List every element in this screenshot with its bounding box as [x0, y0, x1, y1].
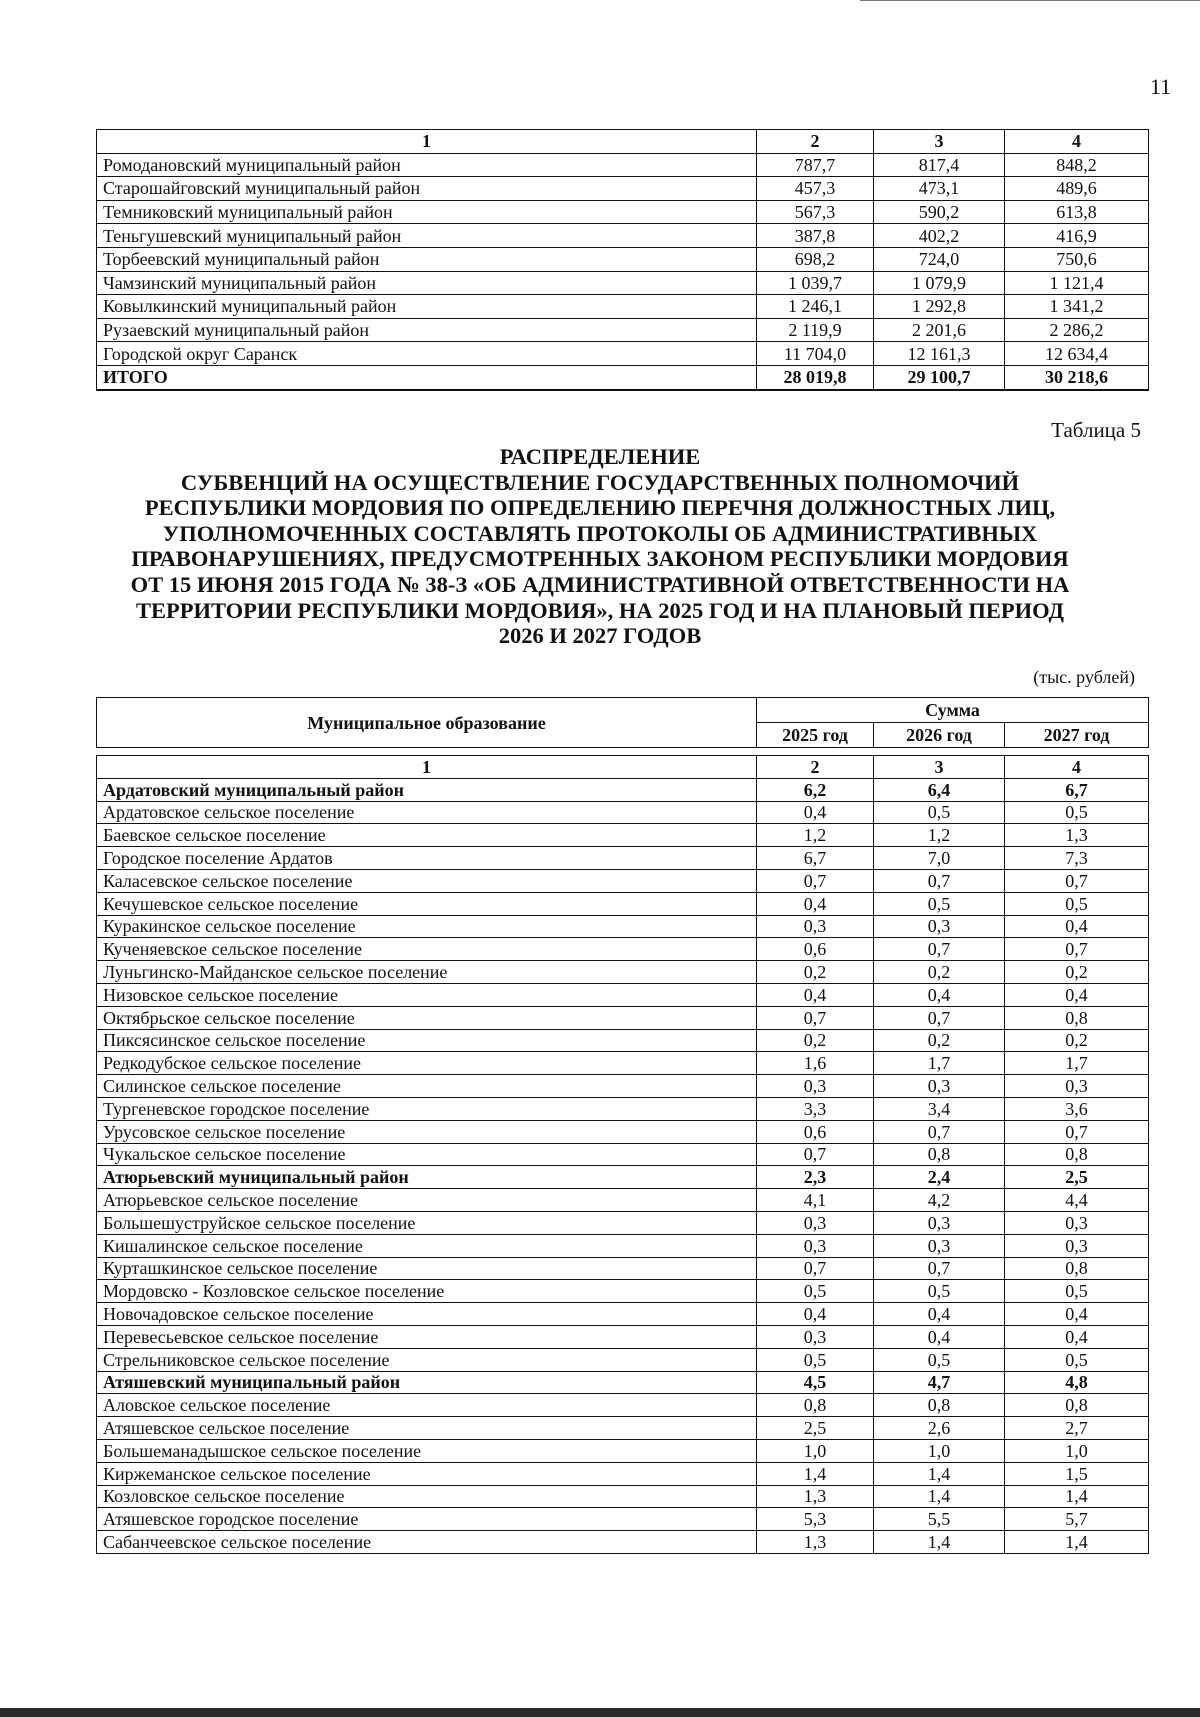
cell-value: 1 341,2	[1005, 295, 1149, 319]
cell-value: 0,3	[757, 915, 874, 938]
cell-value: 4,5	[757, 1371, 874, 1394]
cell-value: 0,5	[1005, 1280, 1149, 1303]
table-row	[97, 801, 1149, 824]
cell-value: 0,8	[874, 1394, 1005, 1417]
cell-value: 489,6	[1005, 177, 1149, 201]
table-row	[97, 153, 1149, 177]
row-label: Большеманадышское сельское поселение	[97, 1439, 757, 1462]
cell-value: 1,4	[874, 1485, 1005, 1508]
cell-value: 0,5	[757, 1280, 874, 1303]
cell-value: 2,6	[874, 1417, 1005, 1440]
row-label: Ковылкинский муниципальный район	[97, 295, 757, 319]
table-row	[97, 1325, 1149, 1348]
cell-value: 0,3	[874, 915, 1005, 938]
column-header-2025: 2025 год	[757, 723, 874, 748]
row-label: Темниковский муниципальный район	[97, 200, 757, 224]
cell-value: 590,2	[874, 200, 1005, 224]
cell-value: 0,5	[757, 1348, 874, 1371]
table-row	[97, 1485, 1149, 1508]
table-row	[97, 983, 1149, 1006]
cell-value: 402,2	[874, 224, 1005, 248]
cell-value: 0,7	[874, 869, 1005, 892]
cell-value: 11 704,0	[757, 342, 874, 366]
table-row	[97, 224, 1149, 248]
page-number: 11	[1150, 74, 1172, 99]
row-label: Силинское сельское поселение	[97, 1075, 757, 1098]
table-row	[97, 1189, 1149, 1212]
cell-value: 2	[757, 756, 874, 779]
cell-value: 0,6	[757, 938, 874, 961]
cell-value: 0,4	[1005, 915, 1149, 938]
row-label: Козловское сельское поселение	[97, 1485, 757, 1508]
cell-value: 2 119,9	[757, 318, 874, 342]
row-label: Киржеманское сельское поселение	[97, 1462, 757, 1485]
cell-value: 0,2	[757, 1029, 874, 1052]
row-label: Баевское сельское поселение	[97, 824, 757, 847]
row-label: 1	[97, 130, 757, 154]
cell-value: 0,8	[757, 1394, 874, 1417]
table-row	[97, 1280, 1149, 1303]
cell-value: 0,5	[874, 1348, 1005, 1371]
cell-value: 387,8	[757, 224, 874, 248]
table-row	[97, 177, 1149, 201]
document-title	[60, 444, 1140, 649]
cell-value: 1,2	[757, 824, 874, 847]
table-row	[97, 1143, 1149, 1166]
cell-value: 0,5	[874, 801, 1005, 824]
row-label: Ардатовский муниципальный район	[97, 778, 757, 801]
cell-value: 0,5	[1005, 892, 1149, 915]
cell-value: 416,9	[1005, 224, 1149, 248]
table-row	[97, 247, 1149, 271]
column-header-municipality: Муниципальное образование	[97, 698, 757, 748]
units-label: (тыс. рублей)	[1033, 667, 1135, 687]
cell-value: 1 246,1	[757, 295, 874, 319]
row-label: Атяшевское городское поселение	[97, 1508, 757, 1531]
table-label: Таблица 5	[1051, 418, 1141, 442]
cell-value: 1,4	[1005, 1531, 1149, 1554]
cell-value: 724,0	[874, 247, 1005, 271]
table-row	[97, 1257, 1149, 1280]
cell-value: 0,4	[874, 983, 1005, 1006]
cell-value: 2,5	[757, 1417, 874, 1440]
cell-value: 7,0	[874, 847, 1005, 870]
row-label: Новочадовское сельское поселение	[97, 1303, 757, 1326]
row-label: Низовское сельское поселение	[97, 983, 757, 1006]
row-label: Каласевское сельское поселение	[97, 869, 757, 892]
cell-value: 0,4	[757, 892, 874, 915]
cell-value: 6,2	[757, 778, 874, 801]
row-label: Курташкинское сельское поселение	[97, 1257, 757, 1280]
cell-value: 0,7	[874, 938, 1005, 961]
table-row	[97, 1394, 1149, 1417]
cell-value: 0,3	[874, 1234, 1005, 1257]
table-row	[97, 271, 1149, 295]
row-label: Атяшевское сельское поселение	[97, 1417, 757, 1440]
continued-table	[96, 129, 1149, 391]
table-row	[97, 1120, 1149, 1143]
cell-value: 4,1	[757, 1189, 874, 1212]
table-row	[97, 892, 1149, 915]
row-label: Атюрьевское сельское поселение	[97, 1189, 757, 1212]
cell-value: 3,3	[757, 1097, 874, 1120]
cell-value: 7,3	[1005, 847, 1149, 870]
table-row	[97, 915, 1149, 938]
table-row	[97, 295, 1149, 319]
cell-value: 1,6	[757, 1052, 874, 1075]
row-label: Тургеневское городское поселение	[97, 1097, 757, 1120]
cell-value: 698,2	[757, 247, 874, 271]
table-row	[97, 1439, 1149, 1462]
title-line: СУБВЕНЦИЙ НА ОСУЩЕСТВЛЕНИЕ ГОСУДАРСТВЕННЫХ ПОЛНОМОЧИЙ	[180, 469, 1020, 495]
cell-value: 4,7	[874, 1371, 1005, 1394]
row-label: Ардатовское сельское поселение	[97, 801, 757, 824]
cell-value: 3	[874, 756, 1005, 779]
cell-value: 0,4	[757, 983, 874, 1006]
row-label: Луньгинско-Майданское сельское поселение	[97, 961, 757, 984]
table-row	[97, 1348, 1149, 1371]
cell-value: 848,2	[1005, 153, 1149, 177]
cell-value: 1,0	[757, 1439, 874, 1462]
cell-value: 6,4	[874, 778, 1005, 801]
table-row	[97, 869, 1149, 892]
row-label: Старошайговский муниципальный район	[97, 177, 757, 201]
cell-value: 1,3	[1005, 824, 1149, 847]
title-line: ОТ 15 ИЮНЯ 2015 ГОДА № 38-З «ОБ АДМИНИСТРАТИВНОЙ ОТВЕТСТВЕННОСТИ НА	[130, 571, 1070, 597]
row-label: Рузаевский муниципальный район	[97, 318, 757, 342]
cell-value: 30 218,6	[1005, 365, 1149, 389]
cell-value: 0,3	[757, 1075, 874, 1098]
cell-value: 0,2	[874, 961, 1005, 984]
cell-value: 0,2	[874, 1029, 1005, 1052]
scan-edge	[0, 1708, 1200, 1717]
cell-value: 0,2	[757, 961, 874, 984]
distribution-table	[96, 755, 1149, 1554]
cell-value: 567,3	[757, 200, 874, 224]
cell-value: 2 201,6	[874, 318, 1005, 342]
table-row	[97, 1029, 1149, 1052]
cell-value: 2,5	[1005, 1166, 1149, 1189]
cell-value: 0,8	[1005, 1143, 1149, 1166]
cell-value: 0,3	[1005, 1234, 1149, 1257]
cell-value: 613,8	[1005, 200, 1149, 224]
row-label: Кишалинское сельское поселение	[97, 1234, 757, 1257]
cell-value: 0,5	[1005, 1348, 1149, 1371]
cell-value: 0,3	[1005, 1075, 1149, 1098]
cell-value: 0,7	[874, 1257, 1005, 1280]
cell-value: 0,5	[874, 1280, 1005, 1303]
cell-value: 0,3	[874, 1211, 1005, 1234]
table-row	[97, 1508, 1149, 1531]
cell-value: 0,3	[874, 1075, 1005, 1098]
total-row	[97, 365, 1149, 389]
cell-value: 0,4	[874, 1303, 1005, 1326]
table-row	[97, 200, 1149, 224]
cell-value: 1,7	[874, 1052, 1005, 1075]
cell-value: 817,4	[874, 153, 1005, 177]
cell-value: 0,7	[1005, 1120, 1149, 1143]
cell-value: 1,0	[874, 1439, 1005, 1462]
cell-value: 29 100,7	[874, 365, 1005, 389]
table-row	[97, 938, 1149, 961]
district-row	[97, 778, 1149, 801]
cell-value: 0,3	[757, 1211, 874, 1234]
row-label: Чукальское сельское поселение	[97, 1143, 757, 1166]
cell-value: 3,4	[874, 1097, 1005, 1120]
cell-value: 473,1	[874, 177, 1005, 201]
cell-value: 787,7	[757, 153, 874, 177]
title-line: УПОЛНОМОЧЕННЫХ СОСТАВЛЯТЬ ПРОТОКОЛЫ ОБ АДМИНИСТРАТИВНЫХ	[162, 520, 1038, 546]
table-row	[97, 1234, 1149, 1257]
cell-value: 6,7	[1005, 778, 1149, 801]
cell-value: 1 292,8	[874, 295, 1005, 319]
table-row	[97, 1303, 1149, 1326]
cell-value: 1,4	[757, 1462, 874, 1485]
cell-value: 0,8	[874, 1143, 1005, 1166]
cell-value: 2	[757, 130, 874, 154]
table-row	[97, 1531, 1149, 1554]
row-label: Перевесьевское сельское поселение	[97, 1325, 757, 1348]
table-row	[97, 1211, 1149, 1234]
cell-value: 0,4	[874, 1325, 1005, 1348]
cell-value: 12 634,4	[1005, 342, 1149, 366]
cell-value: 28 019,8	[757, 365, 874, 389]
cell-value: 1,3	[757, 1485, 874, 1508]
row-label: Ромодановский муниципальный район	[97, 153, 757, 177]
row-label: Сабанчеевское сельское поселение	[97, 1531, 757, 1554]
table-row	[97, 1097, 1149, 1120]
scan-artifact-line	[860, 0, 1200, 1]
cell-value: 0,7	[1005, 869, 1149, 892]
district-row	[97, 1166, 1149, 1189]
cell-value: 1,4	[874, 1531, 1005, 1554]
cell-value: 0,3	[1005, 1211, 1149, 1234]
cell-value: 0,4	[1005, 1303, 1149, 1326]
table-row	[97, 1006, 1149, 1029]
cell-value: 0,7	[757, 1257, 874, 1280]
table-row	[97, 961, 1149, 984]
row-label: Кученяевское сельское поселение	[97, 938, 757, 961]
row-label: Урусовское сельское поселение	[97, 1120, 757, 1143]
row-label: Пиксясинское сельское поселение	[97, 1029, 757, 1052]
cell-value: 0,7	[874, 1120, 1005, 1143]
cell-value: 0,7	[757, 1006, 874, 1029]
cell-value: 2 286,2	[1005, 318, 1149, 342]
table-row	[97, 1462, 1149, 1485]
cell-value: 0,4	[1005, 1325, 1149, 1348]
cell-value: 0,8	[1005, 1394, 1149, 1417]
table-row	[97, 824, 1149, 847]
row-label: Редкодубское сельское поселение	[97, 1052, 757, 1075]
title-line: 2026 И 2027 ГОДОВ	[498, 623, 702, 649]
cell-value: 2,4	[874, 1166, 1005, 1189]
row-label: Теньгушевский муниципальный район	[97, 224, 757, 248]
cell-value: 4,8	[1005, 1371, 1149, 1394]
cell-value: 6,7	[757, 847, 874, 870]
cell-value: 12 161,3	[874, 342, 1005, 366]
header-row	[97, 130, 1149, 154]
title-line: ТЕРРИТОРИИ РЕСПУБЛИКИ МОРДОВИЯ», НА 2025 ГОД И НА ПЛАНОВЫЙ ПЕРИОД	[135, 597, 1065, 623]
header-row	[97, 756, 1149, 779]
table-row	[97, 318, 1149, 342]
cell-value: 0,7	[1005, 938, 1149, 961]
column-header-sum: Сумма	[757, 698, 1149, 723]
cell-value: 1,4	[1005, 1485, 1149, 1508]
cell-value: 0,8	[1005, 1257, 1149, 1280]
cell-value: 0,3	[757, 1234, 874, 1257]
table-row	[97, 847, 1149, 870]
cell-value: 0,8	[1005, 1006, 1149, 1029]
table-row	[97, 1417, 1149, 1440]
cell-value: 1,5	[1005, 1462, 1149, 1485]
cell-value: 1,4	[874, 1462, 1005, 1485]
cell-value: 2,3	[757, 1166, 874, 1189]
row-label: ИТОГО	[97, 365, 757, 389]
cell-value: 0,4	[1005, 983, 1149, 1006]
row-label: Аловское сельское поселение	[97, 1394, 757, 1417]
cell-value: 3	[874, 130, 1005, 154]
cell-value: 0,6	[757, 1120, 874, 1143]
table-row	[97, 1075, 1149, 1098]
cell-value: 0,5	[874, 892, 1005, 915]
row-label: Городское поселение Ардатов	[97, 847, 757, 870]
row-label: Мордовско - Козловское сельское поселение	[97, 1280, 757, 1303]
cell-value: 3,6	[1005, 1097, 1149, 1120]
cell-value: 1 079,9	[874, 271, 1005, 295]
row-label: 1	[97, 756, 757, 779]
cell-value: 0,3	[757, 1325, 874, 1348]
cell-value: 0,2	[1005, 961, 1149, 984]
row-label: Атяшевский муниципальный район	[97, 1371, 757, 1394]
cell-value: 5,3	[757, 1508, 874, 1531]
table-row	[97, 1052, 1149, 1075]
cell-value: 4,2	[874, 1189, 1005, 1212]
table-header	[96, 697, 1149, 748]
cell-value: 4,4	[1005, 1189, 1149, 1212]
cell-value: 0,7	[874, 1006, 1005, 1029]
cell-value: 1 039,7	[757, 271, 874, 295]
row-label: Торбеевский муниципальный район	[97, 247, 757, 271]
row-label: Атюрьевский муниципальный район	[97, 1166, 757, 1189]
cell-value: 1 121,4	[1005, 271, 1149, 295]
cell-value: 0,5	[1005, 801, 1149, 824]
cell-value: 0,4	[757, 1303, 874, 1326]
row-label: Октябрьское сельское поселение	[97, 1006, 757, 1029]
title-line: ПРАВОНАРУШЕНИЯХ, ПРЕДУСМОТРЕННЫХ ЗАКОНОМ РЕСПУБЛИКИ МОРДОВИЯ	[131, 546, 1069, 572]
row-label: Куракинское сельское поселение	[97, 915, 757, 938]
table-row	[97, 342, 1149, 366]
title-line: РЕСПУБЛИКИ МОРДОВИЯ ПО ОПРЕДЕЛЕНИЮ ПЕРЕЧНЯ ДОЛЖНОСТНЫХ ЛИЦ,	[144, 495, 1056, 521]
row-label: Стрельниковское сельское поселение	[97, 1348, 757, 1371]
cell-value: 1,7	[1005, 1052, 1149, 1075]
column-header-2027: 2027 год	[1005, 723, 1149, 748]
cell-value: 0,4	[757, 801, 874, 824]
cell-value: 1,2	[874, 824, 1005, 847]
row-label: Кечушевское сельское поселение	[97, 892, 757, 915]
cell-value: 0,2	[1005, 1029, 1149, 1052]
cell-value: 2,7	[1005, 1417, 1149, 1440]
cell-value: 0,7	[757, 1143, 874, 1166]
cell-value: 750,6	[1005, 247, 1149, 271]
cell-value: 457,3	[757, 177, 874, 201]
title-line: РАСПРЕДЕЛЕНИЕ	[499, 444, 701, 469]
row-label: Большешуструйское сельское поселение	[97, 1211, 757, 1234]
cell-value: 1,0	[1005, 1439, 1149, 1462]
cell-value: 0,7	[757, 869, 874, 892]
district-row	[97, 1371, 1149, 1394]
row-label: Городской округ Саранск	[97, 342, 757, 366]
row-label: Чамзинский муниципальный район	[97, 271, 757, 295]
column-header-2026: 2026 год	[874, 723, 1005, 748]
cell-value: 4	[1005, 756, 1149, 779]
cell-value: 5,7	[1005, 1508, 1149, 1531]
cell-value: 5,5	[874, 1508, 1005, 1531]
cell-value: 1,3	[757, 1531, 874, 1554]
cell-value: 4	[1005, 130, 1149, 154]
